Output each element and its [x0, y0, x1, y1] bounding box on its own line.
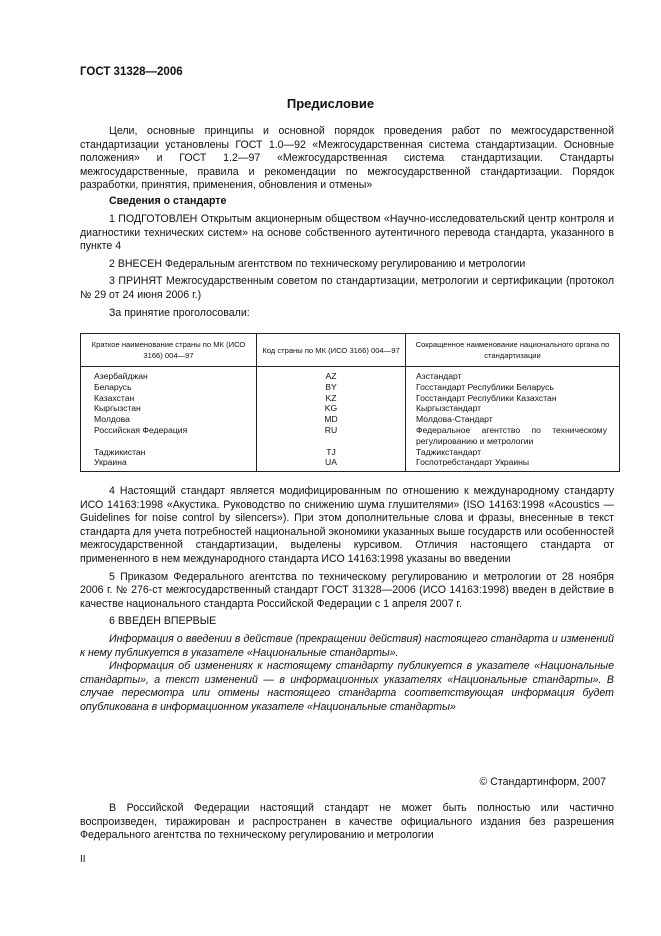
- table-cell-body: Федеральное агентство по техническому регулированию и метрологии: [416, 424, 607, 446]
- legal-notice: В Российской Федерации настоящий стандарт не может быть полностью или частично воспроизведен, тиражирован и распространен в качестве официального издания без разрешения Федерального агентства по техническому регулированию и метрологии: [80, 802, 614, 842]
- table-cell-body: Госстандарт Республики Беларусь: [416, 381, 554, 392]
- table-cell-body: Кыргызстандарт: [416, 403, 482, 414]
- table-row: [81, 447, 620, 458]
- item-3: 3 ПРИНЯТ Межгосударственным советом по стандартизации, метрологии и сертификации (протокол № 29 от 24 июня 2006 г.): [80, 275, 614, 301]
- table-cell-country: Беларусь: [81, 382, 257, 393]
- page-title: Предисловие: [286, 96, 375, 111]
- item-1: 1 ПОДГОТОВЛЕН Открытым акционерным обществом «Научно-исследовательский центр контроля и диагностики технических систем» на основе собственного аутентичного перевода стандарта, указанного в пункте 4: [80, 213, 614, 253]
- table-cell-code: KG: [257, 403, 406, 414]
- document-header: ГОСТ 31328—2006: [80, 66, 183, 78]
- table-cell-body: Госстандарт Республики Казахстан: [416, 392, 557, 403]
- table-row: [81, 414, 620, 425]
- item-5: 5 Приказом Федерального агентства по техническому регулированию и метрологии от 28 ноября 2006 г. № 276-ст межгосударственный стандарт ГОСТ 31328—2006 (ИСО 14163:1998) введен в действие в качестве национального стандарта Российской Федерации с 1 апреля 2007 г.: [80, 570, 614, 610]
- legal-block: [80, 802, 614, 843]
- table-cell-code: UA: [257, 457, 406, 471]
- table-cell-code: TJ: [257, 447, 406, 458]
- table-header-country: Краткое наименование страны по МК (ИСО 3166) 004—97: [81, 334, 257, 367]
- table-cell-country: Украина: [81, 457, 257, 471]
- section-subtitle: Сведения о стандарте: [109, 195, 227, 207]
- table-cell-code: MD: [257, 414, 406, 425]
- table-cell-country: Молдова: [81, 414, 257, 425]
- table-cell-country: Азербайджан: [81, 367, 257, 382]
- items-block-2: [80, 485, 614, 629]
- info-paragraph-1: Информация о введении в действие (прекращении действия) настоящего стандарта и изменений к нему публикуется в указателе «Национальные стандарты».: [80, 633, 614, 659]
- table-cell-body: Госпотребстандарт Украины: [416, 457, 530, 468]
- table-cell-country: Кыргызстан: [81, 403, 257, 414]
- items-block-1: [80, 213, 614, 320]
- info-block: [80, 633, 614, 715]
- table-row: [81, 425, 620, 447]
- copyright: © Стандартинформ, 2007: [479, 776, 606, 788]
- vote-label: За принятие проголосовали:: [109, 306, 250, 319]
- table-cell-code: RU: [257, 425, 406, 447]
- item-6: 6 ВВЕДЕН ВПЕРВЫЕ: [109, 615, 217, 628]
- table-cell-code: AZ: [257, 367, 406, 382]
- table-body: [81, 367, 620, 472]
- table-cell-body: Молдова-Стандарт: [416, 414, 493, 425]
- table-row: [81, 403, 620, 414]
- table-cell-body: Таджикстандарт: [416, 446, 482, 457]
- table-cell-code: KZ: [257, 393, 406, 404]
- intro-section: [80, 125, 614, 193]
- table-header-code: Код страны по МК (ИСО 3166) 004—97: [257, 334, 406, 367]
- table-cell-country: Таджикистан: [81, 447, 257, 458]
- table-row: [81, 393, 620, 404]
- voting-table: [80, 333, 620, 472]
- table-header-body: Сокращенное наименование национального органа по стандартизации: [406, 334, 620, 367]
- table-cell-country: Российская Федерация: [81, 425, 257, 447]
- item-2: 2 ВНЕСЕН Федеральным агентством по техническому регулированию и метрологии: [109, 257, 526, 270]
- info-paragraph-2: Информация об изменениях к настоящему стандарту публикуется в указателе «Национальные стандарты», а текст изменений — в информационных указателях «Национальные стандарты». В случае пересмотра или отмены настоящего стандарта соответствующая информация будет опубликована в информационном указателе «Национальные стандарты»: [80, 660, 614, 713]
- table-row: [81, 457, 620, 471]
- intro-paragraph: Цели, основные принципы и основной порядок проведения работ по межгосударственной стандартизации установлены ГОСТ 1.0—92 «Межгосударственная система стандартизации. Основные положения» и ГОСТ 1.2—97 «Межгосударственная система стандартизации. Стандарты межгосударственные, правила и рекомендации по межгосударственной стандартизации. Порядок разработки, принятия, применения, обновления и отмены»: [80, 125, 614, 192]
- table-row: [81, 382, 620, 393]
- page-number: II: [80, 854, 86, 865]
- table-cell-body: Азстандарт: [416, 371, 462, 381]
- table-cell-code: BY: [257, 382, 406, 393]
- table-cell-country: Казахстан: [81, 393, 257, 404]
- table-header-row: [81, 334, 620, 367]
- item-4: 4 Настоящий стандарт является модифицированным по отношению к международному стандарту ИСО 14163:1998 «Акустика. Руководство по снижению шума глушителями» (ISO 14163:1998 «Acoustics — Guidelines for noise control by silencers»). При этом дополнительные слова и фразы, внесенные в текст стандарта для учета потребностей национальной экономики указанных выше государств или особенностей межгосударственной стандартизации, выделены курсивом. Отличия настоящего стандарта от примененного в нем международного стандарта ИСО 14163:1998 указаны во введении: [80, 485, 614, 565]
- table-row: [81, 367, 620, 382]
